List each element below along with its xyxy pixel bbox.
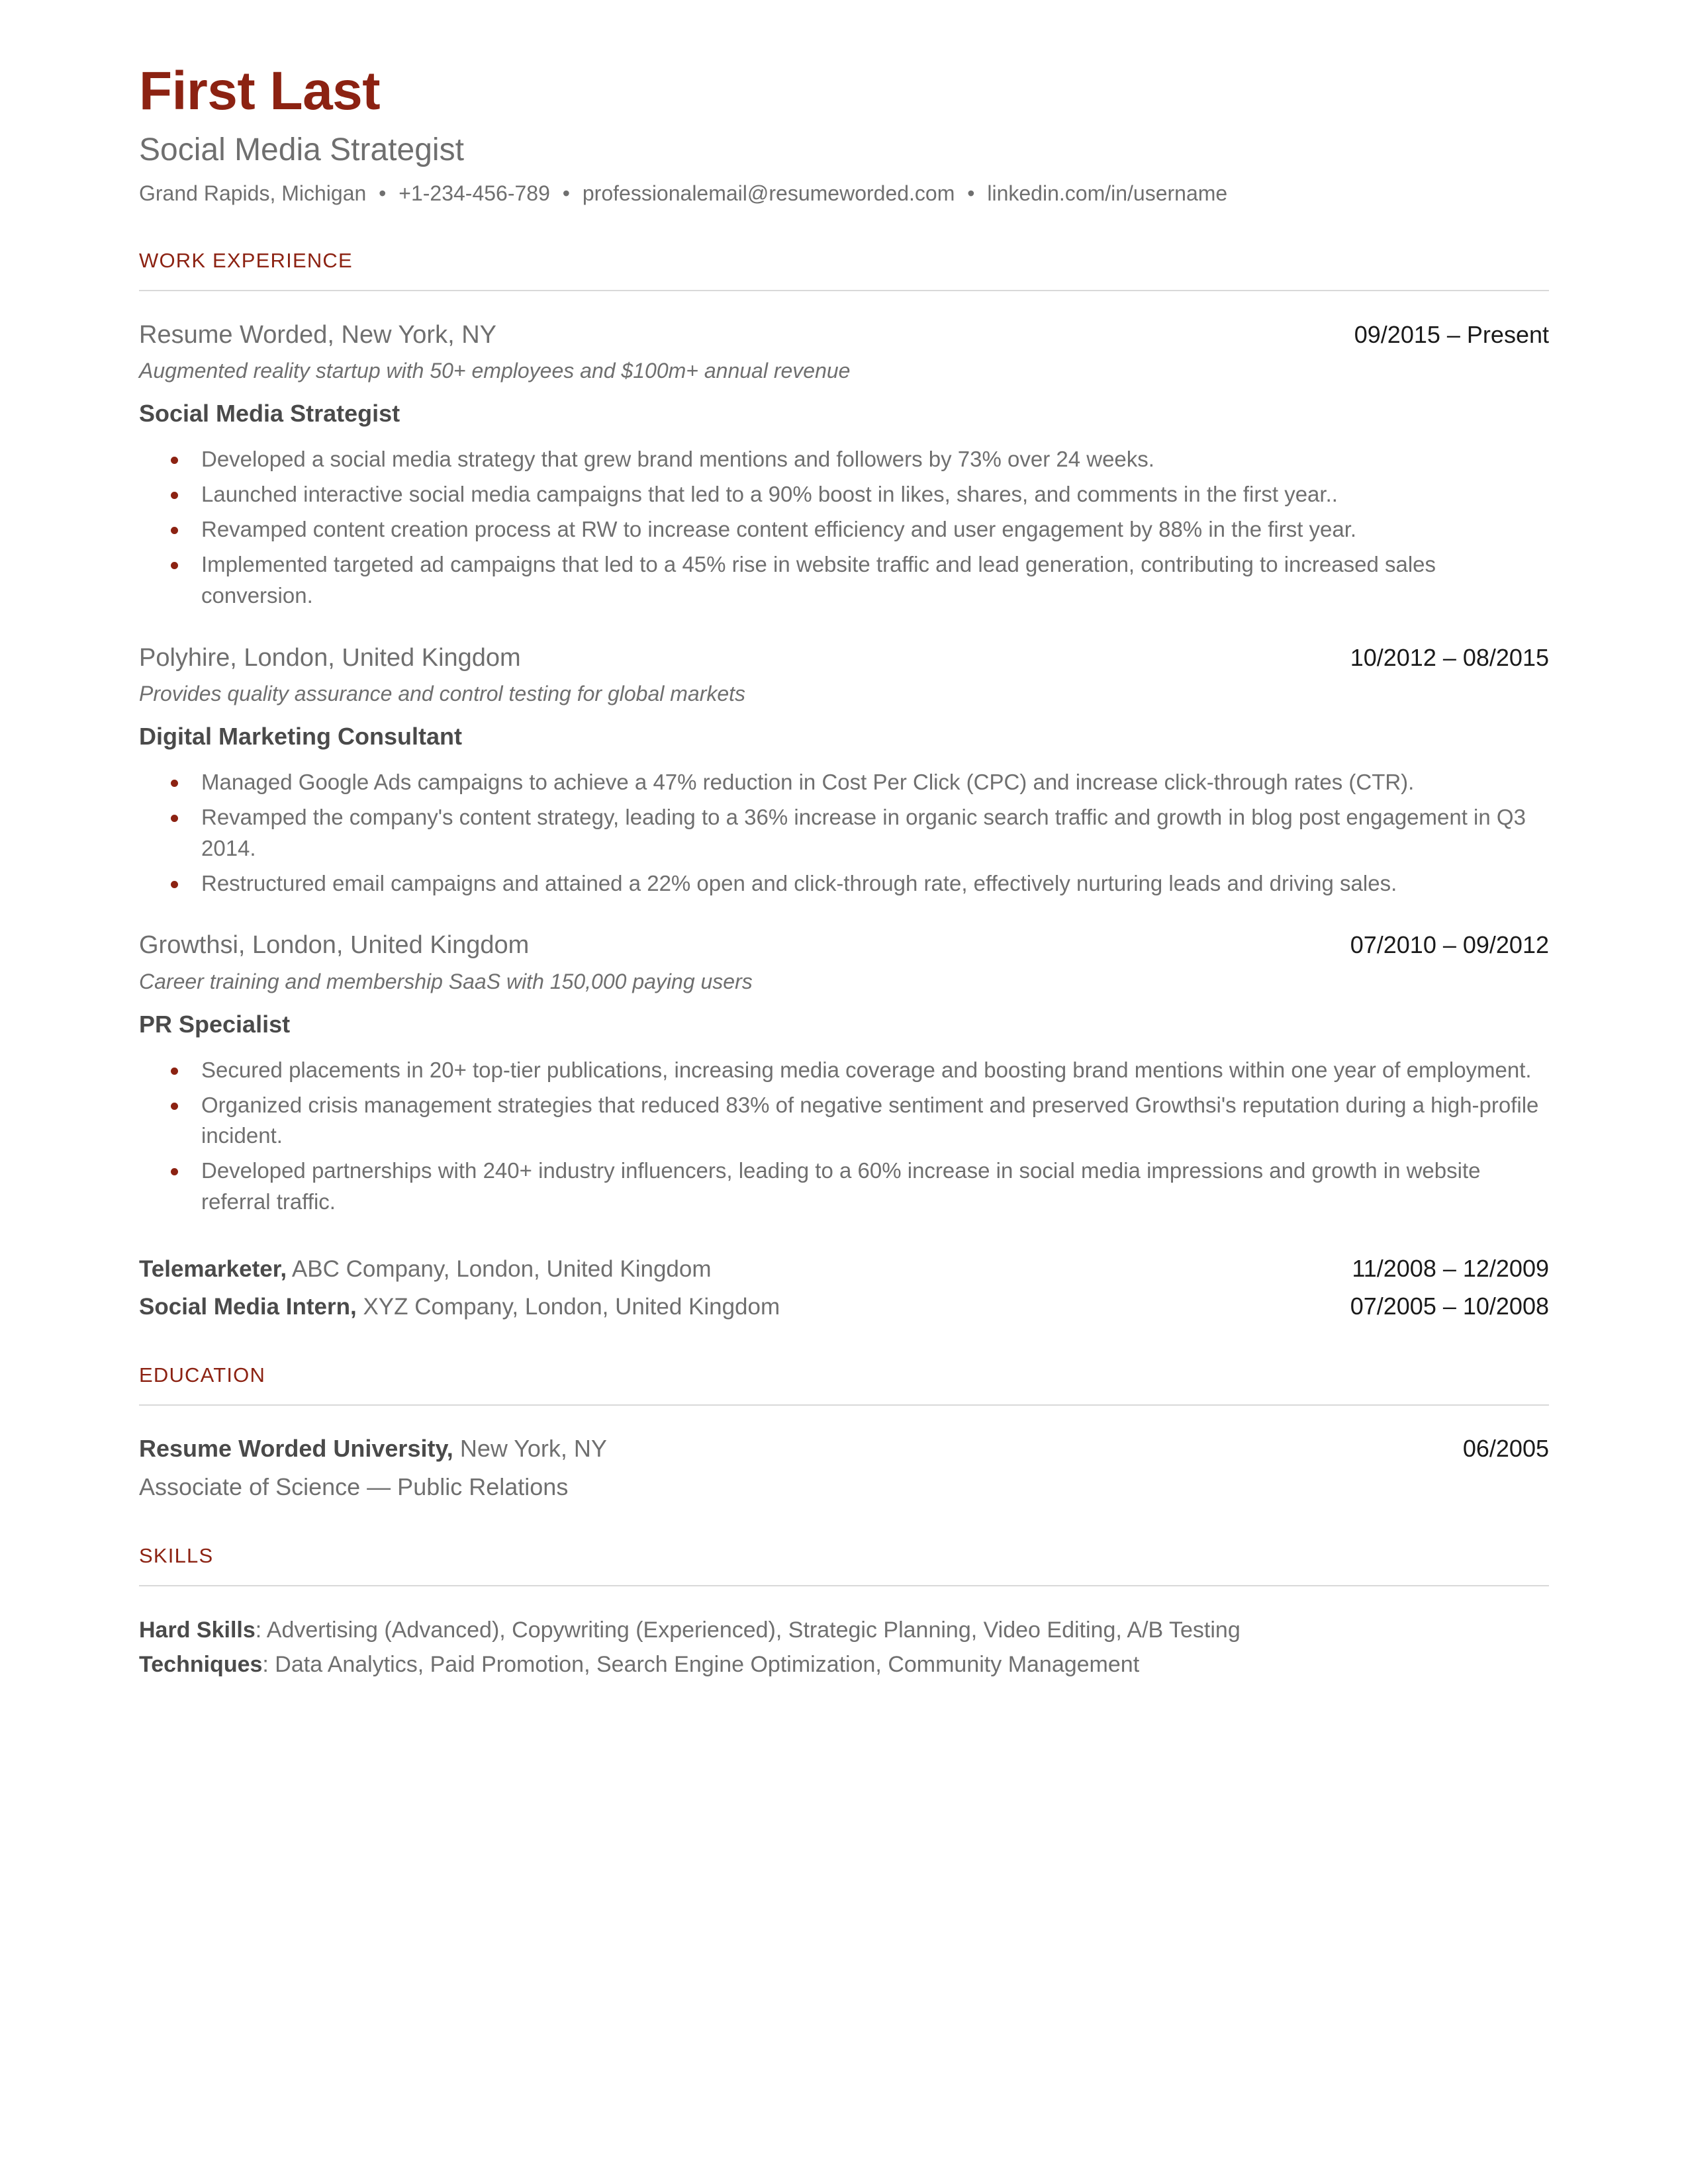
section-divider-work [139,290,1549,291]
short-role-title: Telemarketer, [139,1256,287,1283]
section-divider-education [139,1404,1549,1406]
job-dates: 09/2015 – Present [1354,320,1549,348]
job-description: Provides quality assurance and control testing for global markets [139,681,746,705]
short-role-row [139,1291,1549,1322]
skill-category-label: Hard Skills [139,1617,256,1643]
section-title-education: EDUCATION [139,1363,266,1387]
job-company: Polyhire, London, United Kingdom [139,643,521,672]
job-bullet: Managed Google Ads campaigns to achieve a 47% reduction in Cost Per Click (CPC) and increase click-through rates (CTR). [139,767,1549,798]
education-school: Resume Worded University, [139,1434,453,1462]
contact-line [139,180,1549,208]
resume-header [139,63,1549,208]
section-divider-skills [139,1585,1549,1586]
job-bullet: Revamped the company's content strategy, leading to a 36% increase in organic search traffic and growth in blog post engagement in Q3 2014. [139,802,1549,864]
section-education [139,1363,1549,1504]
education-degree: Associate of Science — Public Relations [139,1473,569,1501]
job-bullet: Launched interactive social media campaigns that led to a 90% boost in likes, shares, and comments in the first year.. [139,479,1549,510]
job-entry [139,929,1549,1218]
short-role-text [139,1254,712,1285]
job-bullet-list [139,444,1549,611]
job-bullet: Revamped content creation process at RW to increase content efficiency and user engagement by 88% in the first year. [139,514,1549,545]
job-entry [139,319,1549,612]
contact-linkedin: linkedin.com/in/username [987,181,1228,206]
section-work-experience [139,249,1549,1322]
candidate-name: First Last [139,61,381,121]
job-company: Resume Worded, New York, NY [139,320,496,349]
contact-separator-1: • [379,181,387,206]
job-bullet-list [139,1055,1549,1218]
short-role-company: ABC Company, London, United Kingdom [291,1256,712,1283]
skill-line [139,1649,1549,1680]
education-school-line [139,1433,607,1465]
contact-phone: +1-234-456-789 [399,181,550,206]
education-location: New York, NY [459,1434,607,1462]
job-bullet-list [139,767,1549,899]
contact-location: Grand Rapids, Michigan [139,181,367,206]
job-role-title: PR Specialist [139,1010,291,1038]
candidate-headline: Social Media Strategist [139,132,464,168]
short-roles-list [139,1253,1549,1322]
contact-separator-2: • [562,181,570,206]
education-header-row [139,1433,1549,1465]
job-header-row [139,319,1549,351]
job-bullet: Developed partnerships with 240+ industry influencers, leading to a 60% increase in social media impressions and growth in website referral traffic. [139,1156,1549,1218]
education-entry [139,1433,1549,1504]
job-header-row [139,929,1549,962]
job-bullet: Implemented targeted ad campaigns that led to a 45% rise in website traffic and lead generation, contributing to increased sales conversion. [139,549,1549,612]
section-title-skills: SKILLS [139,1544,214,1568]
job-description: Career training and membership SaaS with 150,000 paying users [139,969,753,993]
section-title-work: WORK EXPERIENCE [139,248,353,272]
short-role-dates: 07/2005 – 10/2008 [1350,1292,1549,1320]
job-role-title: Digital Marketing Consultant [139,723,463,751]
skill-category-values: : Data Analytics, Paid Promotion, Search Engine Optimization, Community Management [262,1652,1140,1678]
contact-email: professionalemail@resumeworded.com [582,181,955,206]
short-role-row [139,1253,1549,1285]
short-role-dates: 11/2008 – 12/2009 [1352,1255,1549,1283]
short-role-title: Social Media Intern, [139,1293,357,1320]
job-description: Augmented reality startup with 50+ employees and $100m+ annual revenue [139,359,851,383]
education-date: 06/2005 [1462,1434,1549,1462]
skill-line [139,1614,1549,1646]
job-company: Growthsi, London, United Kingdom [139,931,530,960]
job-bullet: Developed a social media strategy that grew brand mentions and followers by 73% over 24 weeks. [139,444,1549,475]
job-header-row [139,642,1549,674]
job-bullet: Secured placements in 20+ top-tier publications, increasing media coverage and boosting brand mentions within one year of employment. [139,1055,1549,1086]
job-entry [139,642,1549,899]
job-bullet: Restructured email campaigns and attained a 22% open and click-through rate, effectively nurturing leads and driving sales. [139,868,1549,899]
contact-separator-3: • [967,181,975,206]
short-role-text [139,1292,780,1322]
skill-category-label: Techniques [139,1652,263,1678]
job-dates: 10/2012 – 08/2015 [1350,643,1549,671]
job-dates: 07/2010 – 09/2012 [1350,931,1549,959]
job-role-title: Social Media Strategist [139,400,400,428]
short-role-company: XYZ Company, London, United Kingdom [363,1293,780,1320]
skill-category-values: : Advertising (Advanced), Copywriting (Experienced), Strategic Planning, Video Editing, A/B Testing [255,1617,1241,1643]
section-skills [139,1544,1549,1681]
job-bullet: Organized crisis management strategies that reduced 83% of negative sentiment and preserved Growthsi's reputation during a high-profile incident. [139,1090,1549,1152]
